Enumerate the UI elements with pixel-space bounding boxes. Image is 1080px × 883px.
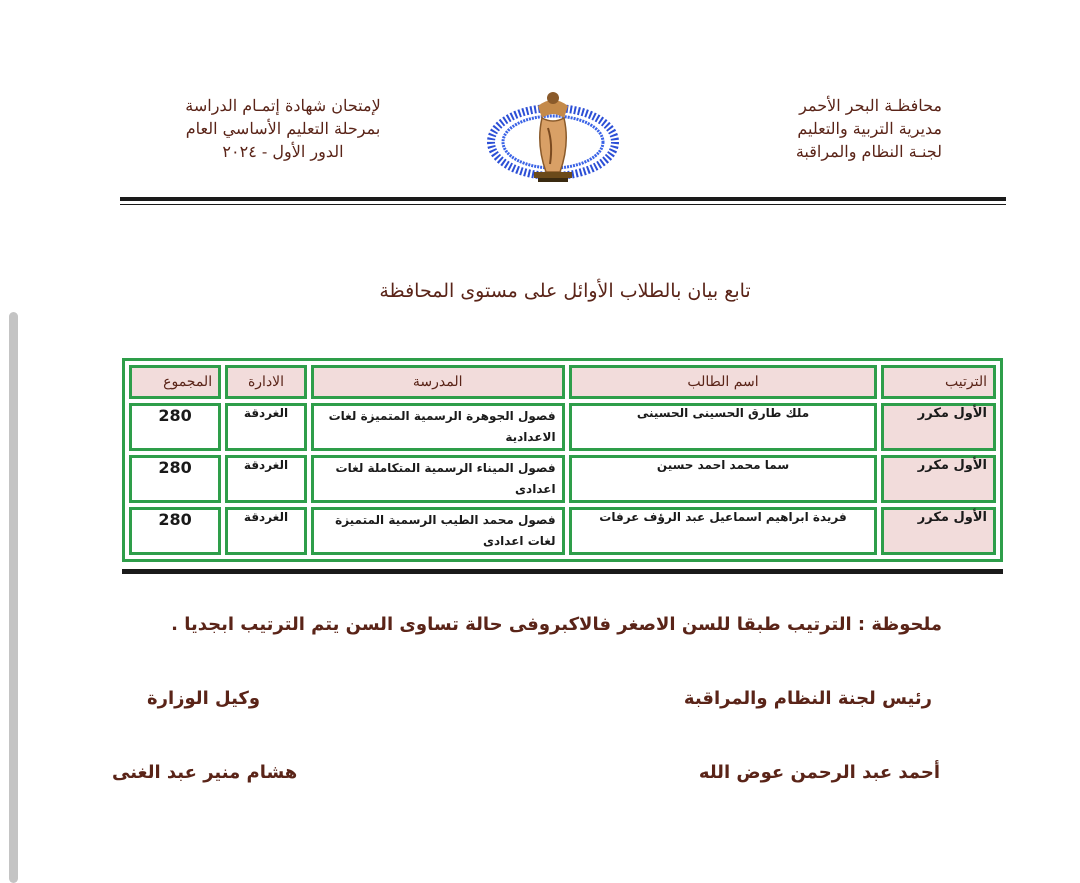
cell-total: 280 [129,403,221,451]
cell-total: 280 [129,507,221,555]
header-divider-thick [120,197,1006,201]
table-row [129,455,996,503]
header-left-block [158,94,408,163]
cell-administration: الغردقة [225,507,307,555]
cell-rank: الأول مكرر [881,507,996,555]
cell-rank: الأول مكرر [881,455,996,503]
header-session: الدور الأول - ٢٠٢٤ [222,142,344,161]
signature-undersecretary-title: وكيل الوزارة [147,688,261,709]
header-governorate: محافظـة البحر الأحمر [799,96,942,115]
cell-administration: الغردقة [225,455,307,503]
scrollbar[interactable] [9,312,18,883]
cell-student-name: ملك طارق الحسينى الحسينى [569,403,878,451]
header-right-block [702,94,942,163]
ranking-note: ملحوظة : الترتيب طبقا للسن الاصغر فالاكبروفى حالة تساوى السن يتم الترتيب ابجديا . [171,614,942,635]
top-students-table [122,358,1003,562]
header-rank: الترتيب [881,365,996,399]
cell-school: فصول الميناء الرسمية المتكاملة لغات اعدادى [311,455,565,503]
cell-student-name: فريدة ابراهيم اسماعيل عبد الرؤف عرفات [569,507,878,555]
header-administration: الادارة [225,365,307,399]
table-row [129,507,996,555]
signature-undersecretary-name: هشام منير عبد الغنى [112,762,298,783]
signature-committee-title: رئيس لجنة النظام والمراقبة [683,688,932,709]
cell-student-name: سما محمد احمد حسين [569,455,878,503]
header-committee: لجنـة النظام والمراقبة [795,142,942,161]
cell-administration: الغردقة [225,403,307,451]
cell-total: 280 [129,455,221,503]
header-student-name: اسم الطالب [569,365,878,399]
header-directorate: مديرية التربية والتعليم [797,119,942,138]
cell-rank: الأول مكرر [881,403,996,451]
page-title: تابع بيان بالطلاب الأوائل على مستوى المحافظة [379,280,751,302]
table-header-row [129,365,996,399]
table-bottom-rule [122,569,1003,574]
signature-committee-name: أحمد عبد الرحمن عوض الله [698,762,940,783]
header-exam: لإمتحان شهادة إتمـام الدراسة [185,96,381,115]
governorate-emblem-icon [486,84,620,194]
header-stage: بمرحلة التعليم الأساسي العام [185,119,381,138]
table-row [129,403,996,451]
header-school: المدرسة [311,365,565,399]
header-divider-thin [120,204,1006,205]
header-total: المجموع [129,365,221,399]
cell-school: فصول الجوهرة الرسمية المتميزة لغات الاعدادية [311,403,565,451]
cell-school: فصول محمد الطيب الرسمية المتميزة لغات اعدادى [311,507,565,555]
